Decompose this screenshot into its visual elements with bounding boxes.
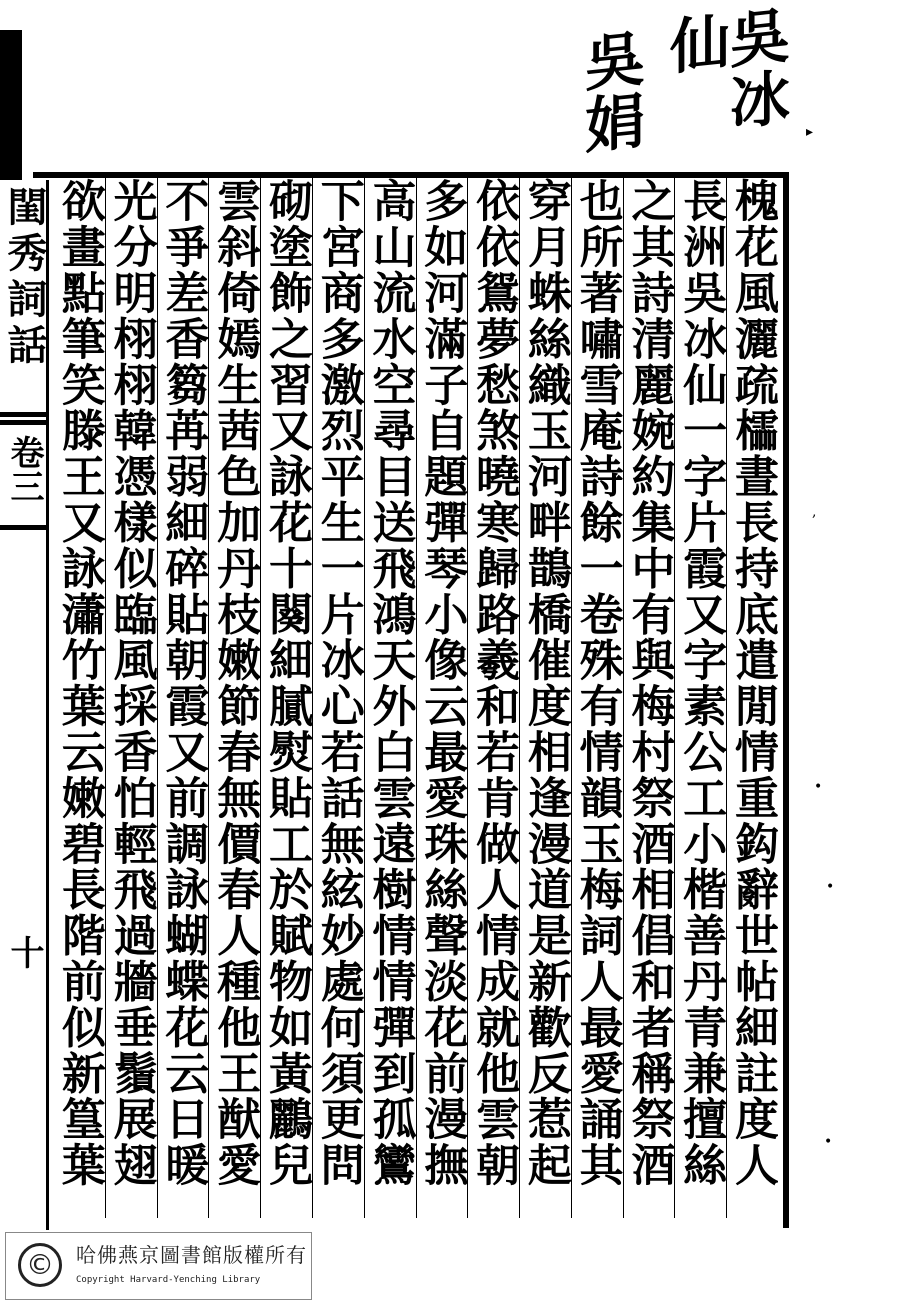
text-column-8: 高山流水空尋目送飛鴻天外白雲遠樹情情彈到孤鸞	[364, 178, 416, 1218]
margin-speck: •	[824, 1134, 833, 1150]
text-block	[54, 178, 778, 1218]
copyright-text-english: Copyright Harvard-Yenching Library	[76, 1275, 261, 1285]
text-column-11: 雲斜倚嫣生茜色加丹枝嫩節春無價春人種他王猷愛	[208, 178, 260, 1218]
margin-speck: ,	[812, 504, 817, 520]
text-column-10: 砌塗飾之習又詠花十闋細膩熨貼工於賦物如黃鸝兒	[260, 178, 312, 1218]
copyright-icon: ©	[18, 1243, 62, 1287]
text-column-13: 光分明栩栩韓憑樣似臨風採香怕輕飛過牆垂鬚展翅	[105, 178, 157, 1218]
text-column-14: 欲畫點筆笑滕王又詠瀟竹葉云嫩碧長階前似新篁葉	[54, 178, 105, 1188]
text-column-3: 之其詩清麗婉約集中有與梅村祭酒相倡和者稱祭酒	[623, 178, 675, 1218]
handwritten-annotation	[575, 3, 790, 180]
text-column-2: 長洲吳冰仙一字片霞又字素公工小楷善丹青兼擅絲	[674, 178, 726, 1218]
text-column-9: 下宮商多激烈平生一片冰心若話無絃妙處何須更問	[312, 178, 364, 1218]
text-column-4: 也所著嘯雪庵詩餘一卷殊有情韻玉梅詞人最愛誦其	[571, 178, 623, 1218]
text-column-12: 不爭差香篘苒弱細碎貼朝霞又前調詠蝴蝶花云日暖	[157, 178, 209, 1218]
copyright-notice	[5, 1232, 312, 1300]
margin-speck: •	[814, 779, 823, 795]
margin-speck: •	[826, 879, 835, 895]
text-column-7: 多如河滿子自題彈琴小像云最愛珠絲聲淡花前漫撫	[416, 178, 468, 1218]
margin-speck: ▸	[806, 124, 814, 140]
spine-title: 閨秀詞話	[1, 186, 48, 370]
text-column-1: 槐花風灑疏櫺晝長持底遣閒情重鈎辭世帖細註度人	[726, 178, 778, 1218]
spine-volume: 卷三	[4, 435, 44, 503]
text-column-5: 穿月蛛絲織玉河畔鵲橋催度相逢漫道是新歡反惹起	[519, 178, 571, 1218]
copyright-text-chinese: 哈佛燕京圖書館版權所有	[76, 1243, 307, 1267]
text-column-6: 依依鴛夢愁煞曉寒歸路羲和若肯做人情成就他雲朝	[467, 178, 519, 1218]
handwritten-name-left: 吳娟	[575, 26, 645, 158]
handwritten-name-right: 吳冰仙	[660, 3, 790, 135]
spine-leaf-number: 十	[4, 935, 44, 973]
